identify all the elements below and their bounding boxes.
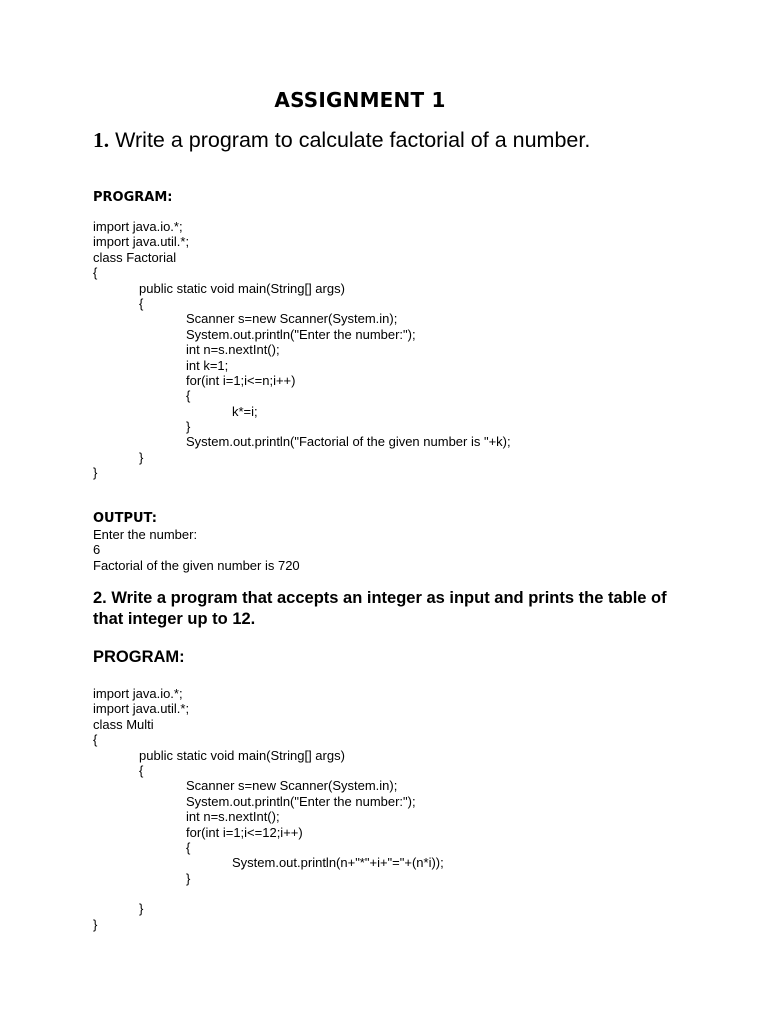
code-line: for(int i=1;i<=12;i++) [186,824,303,840]
code-line: System.out.println("Enter the number:"); [186,326,416,342]
code-line: } [139,901,144,917]
code-line: class Factorial [93,249,177,265]
code-line: { [186,839,191,855]
question-1-heading [93,128,590,153]
code-line: } [186,419,191,435]
program-label-2: PROGRAM: [93,648,185,666]
code-line: System.out.println("Factorial of the given number is "+k); [186,434,511,450]
code-line: Scanner s=new Scanner(System.in); [186,778,398,794]
code-line: Scanner s=new Scanner(System.in); [186,311,398,327]
code-line: import java.io.*; [93,219,183,234]
code-line: import java.util.*; [93,234,190,250]
code-line: { [93,265,98,281]
code-block-2 [93,686,444,932]
output-label: OUTPUT: [93,511,157,526]
code-line: { [139,295,144,311]
code-line: { [93,732,98,748]
code-line: public static void main(String[] args) [139,747,345,763]
code-line: System.out.println("Enter the number:"); [186,793,416,809]
code-line: int n=s.nextInt(); [186,342,280,358]
code-line: int n=s.nextInt(); [186,809,280,825]
code-line: } [93,465,98,481]
program-label-1: PROGRAM: [93,190,173,205]
question-2-heading: 2. Write a program that accepts an integer as input and prints the table of that integer up to 12. [93,589,667,628]
code-line: public static void main(String[] args) [139,280,345,296]
code-line [93,886,444,901]
code-line: } [186,870,191,886]
question-1-text: Write a program to calculate factorial of a number. [109,128,591,152]
code-block-1 [93,219,511,481]
code-line: { [186,388,191,404]
code-line: int k=1; [186,357,229,373]
code-line: for(int i=1;i<=n;i++) [186,372,296,388]
code-line: } [93,916,98,932]
question-1-number: 1. [93,128,110,152]
output-block [93,527,300,573]
output-line: 6 [93,542,101,558]
code-line: import java.util.*; [93,701,190,717]
code-line: } [139,449,144,465]
code-line: class Multi [93,716,154,732]
output-line: Factorial of the given number is 720 [93,557,300,573]
output-line: Enter the number: [93,527,198,542]
code-line: k*=i; [232,403,258,419]
code-line: { [139,762,144,778]
code-line: import java.io.*; [93,686,183,701]
code-line: System.out.println(n+"*"+i+"="+(n*i)); [232,855,444,871]
assignment-title: ASSIGNMENT 1 [274,88,446,112]
